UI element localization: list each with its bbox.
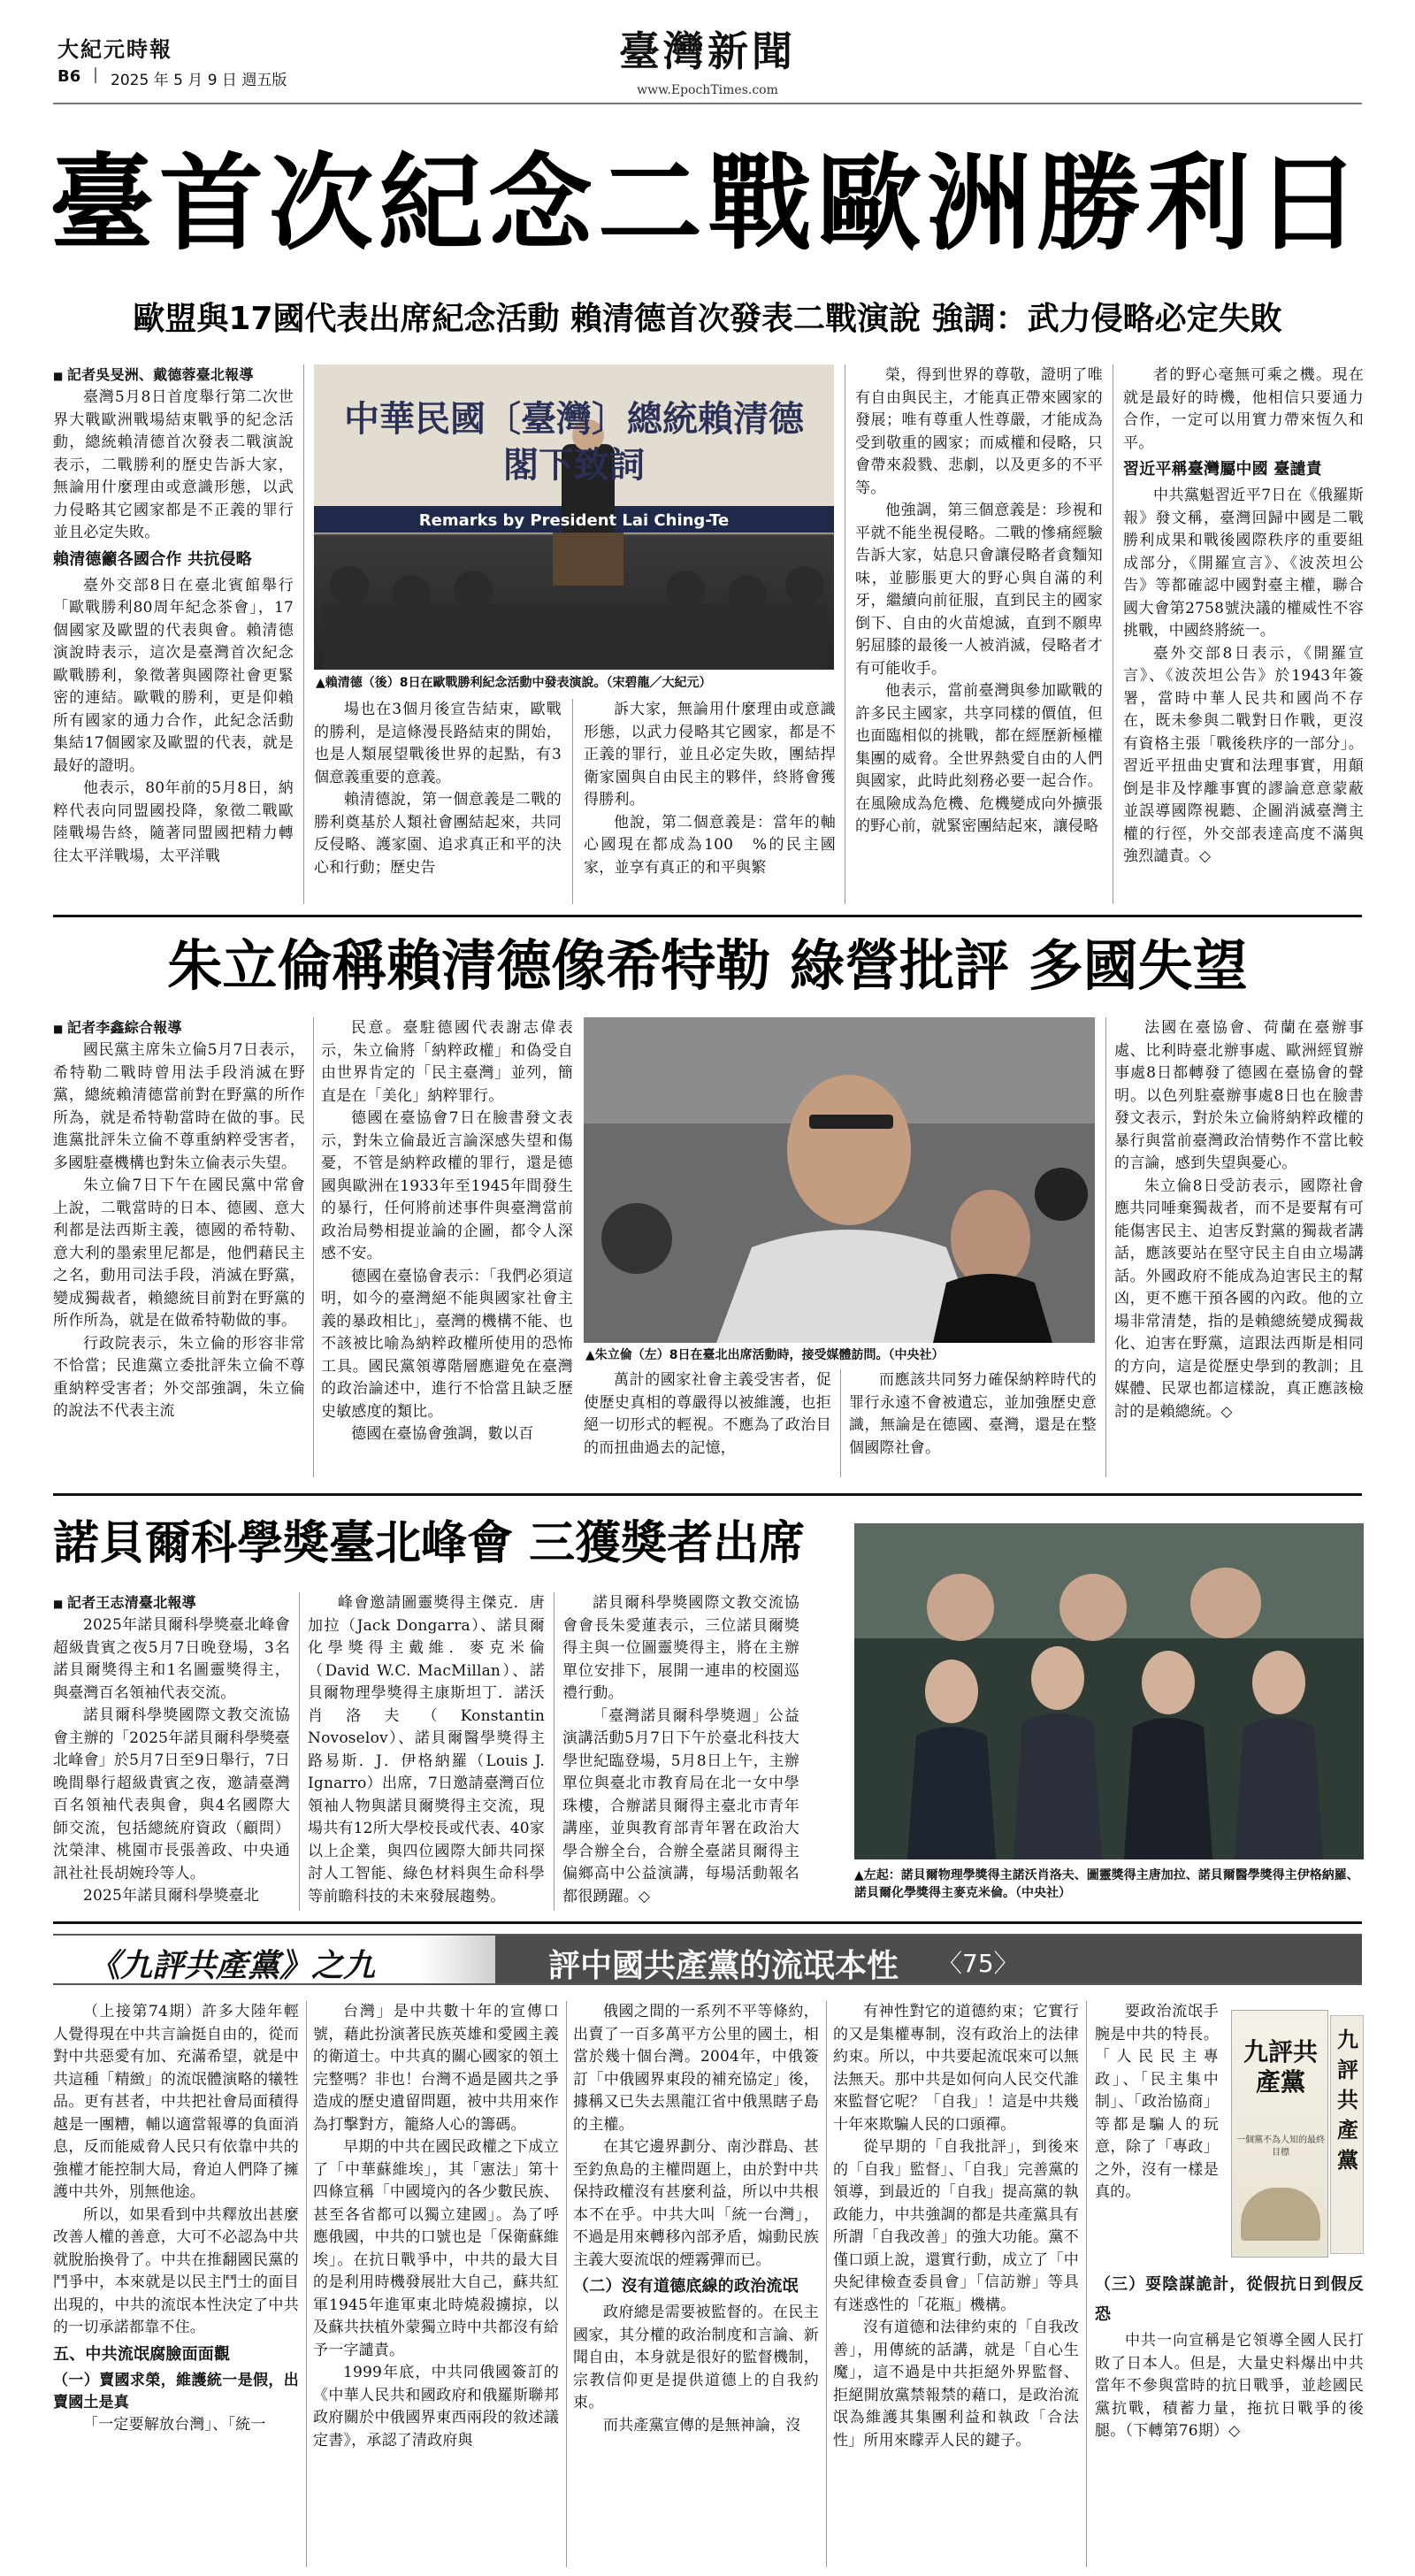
series-title: 評中國共產黨的流氓本性 (548, 1948, 899, 1984)
article1-col3: 訴大家，無論用什麼理由或意識形態，以武力侵略其它國家，都是不正義的罪行，並且必定失敗，團結捍衛家園與自由民主的夥伴，終將會獲得勝利。 他說，第二個意義是：當年的軸心國現在都成為100 %的民主國家，並享有真正的和平與繁 (584, 701, 836, 877)
article3-byline: ■ 記者王志清臺北報導 (53, 1592, 290, 1614)
photo-backdrop-english: Remarks by President Lai Ching-Te (418, 511, 730, 530)
book-front (1231, 2010, 1328, 2258)
article4-subhead1: 五、中共流氓腐臉面面觀 (53, 2344, 231, 2364)
book-subtitle: 一個黨不為人知的最終目標 (1236, 2135, 1325, 2158)
article3-col1: ■ 記者王志清臺北報導 2025年諾貝爾科學獎臺北峰會超級貴賓之夜5月7日晚登場，3名諾貝爾獎得主和1名圖靈獎得主，與臺灣百名領袖代表交流。 諾貝爾科學獎國際文教交流協會主辦的「2025年諾貝爾科學獎臺北峰會」於5月7日至9日舉行，7日晚間舉行超級貴賓之夜，邀請臺灣百名領袖代表與會，與4名國際大師交流，包括總統府資政（顧問）沈榮津、桃園市長張善政、中央通訊社社長胡婉玲等人。 2025年諾貝爾科學獎臺北 (53, 1592, 290, 1911)
divider-3 (53, 1921, 1362, 1924)
article1-col4: 榮，得到世界的尊敬，證明了唯有自由與民主，才能真正帶來國家的發展；唯有尊重人性尊嚴，才能成為受到敬重的國家；而威權和侵略，只會帶來殺戮、悲劇，以及更多的不平等。 他強調，第三個意義是：珍視和平就不能坐視侵略。二戰的慘痛經驗告訴大家，姑息只會讓侵略者貪麵知味，並膨脹更大的野心與自滿的利牙，繼續向前征服，直到民主的國家倒下、自由的火苗熄滅，直到不願卑躬屈膝的最後一人被消滅，侵略者才有可能收手。 他表示，當前臺灣與參加歐戰的許多民主國家，共享同樣的價值，但也面臨相似的挑戰，都在經歷新極權集團的威脅。全世界熱愛自由的人們與國家，此時此刻務必要一起合作。在風險成為危機、危機變成向外擴張的野心前，就緊密團結起來，讓侵略 (855, 366, 1103, 835)
article1-col1: ■ 記者吳旻洲、戴德蓉臺北報導 臺灣5月8日首度舉行第二次世界大戰歐洲戰場結束戰爭的紀念活動，總統賴清德首次發表二戰演說表示，二戰勝利的歷史告訴大家，無論用什麼理由或意識形態，以武力侵略其它國家都是不正義的罪行並且必定失敗。 賴清德籲各國合作 共抗侵略 臺外交部8日在臺北賓館舉行「歐戰勝利80周年紀念茶會」，17個國家及歐盟的代表與會。賴清德演說時表示，這次是臺灣首次紀念歐戰勝利，象徵著與國際社會更緊密的連結。歐戰的勝利，更是仰賴所有國家的通力合作，此紀念活動集結17個國家及歐盟的代表，就是最好的證明。 他表示，80年前的5月8日，納粹代表向同盟國投降，象徵二戰歐陸戰場告終，隨著同盟國把精力轉往太平洋戰場，太平洋戰 (53, 364, 294, 904)
article1-col5: 者的野心毫無可乘之機。現在就是最好的時機，他相信只要通力合作，一定可以用實力帶來恆久和平。 習近平稱臺灣屬中國 臺譴責 中共黨魁習近平7日在《俄羅斯報》發文稱，臺灣回歸中國是二戰勝利成果和戰後國際秩序的重要組成部分，《開羅宣言》、《波茨坦公告》等都確認中國對臺主權，聯合國大會第2758號決議的權威性不容挑戰，中國終將統一。 臺外交部8日表示，《開羅宣言》、《波茨坦公告》於1943年簽署，當時中華人民共和國尚不存在，既未參與二戰對日作戰，更沒有資格主張「戰後秩序的一部分」。習近平扭曲史實和法理事實，用顛倒是非及悖離事實的謬論意意蒙蔽並誤導國際視聽、企圖消滅臺灣主權的行徑，外交部表達高度不滿與強烈譴責。◇ (1123, 366, 1364, 865)
article2-col5: 法國在臺協會、荷蘭在臺辦事處、比利時臺北辦事處、歐洲經貿辦事處8日都轉發了德國在臺協會的聲明。以色列駐臺辦事處8日也在臉書發文表示，對於朱立倫將納粹政權的暴行與當前臺灣政治情勢作不當比較的言論，感到失望與憂心。 朱立倫8日受訪表示，國際社會應共同唾棄獨裁者，而不是要幫有可能傷害民主、迫害反對黨的獨裁者講話，應該要站在堅守民主自由立場講話。外國政府不能成為迫害民主的幫凶，更不應干預各國的內政。他的立場非常清楚，指的是賴總統變成獨裁化、迫害在野黨，這跟法西斯是相同的方向，這是從歷史學到的教訓；且媒體、民眾也都這樣說，真正應該檢討的是賴總統。◇ (1114, 1019, 1364, 1421)
article1-subhead1: 賴清德籲各國合作 共抗侵略 (53, 549, 252, 569)
series-number: 〈75〉 (937, 1949, 1019, 1978)
article2-headline: 朱立倫稱賴清德像希特勒 綠營批評 多國失望 (167, 933, 1248, 998)
article2-col1: ■ 記者李鑫綜合報導 國民黨主席朱立倫5月7日表示，希特勒二戰時曾用法手段消滅在野黨，總統賴清德當前對在野黨的所作所為，就是希特勒當時在做的事。民進黨批評朱立倫不尊重納粹受害者，多國駐臺機構也對朱立倫表示失望。 朱立倫7日下午在國民黨中常會上說，二戰當時的日本、德國、意大利都是法西斯主義，德國的希特勒、意大利的墨索里尼都是，他們藉民主之名，動用司法手段，消滅在野黨，變成獨裁者，賴總統目前對在野黨的所作所為，就是在做希特勒做的事。 行政院表示，朱立倫的形容非常不恰當；民進黨立委批評朱立倫不尊重納粹受害者；外交部強調，朱立倫的說法不代表主流 (53, 1017, 305, 1477)
article4-subhead2: （二）沒有道德底線的政治流氓 (573, 2277, 799, 2296)
article4-col5a: 要政治流氓手腕是中共的特長。「人民民主專政」、「民主集中制」、「政治協商」等都是騙人的玩意，除了「專政」之外，沒有一樣是真的。 (1095, 2003, 1219, 2201)
book-cover (1231, 2010, 1364, 2258)
article3-headline: 諾貝爾科學獎臺北峰會 三獲獎者出席 (53, 1517, 806, 1570)
book-spine (1330, 2015, 1364, 2254)
article2-byline: ■ 記者李鑫綜合報導 (53, 1017, 305, 1039)
nobel-laureates-photo (854, 1523, 1364, 1859)
article1-subheadline: 歐盟與17國代表出席紀念活動 賴清德首次發表二戰演說 強調：武力侵略必定失敗 (133, 301, 1282, 337)
article3-col3: 諾貝爾科學獎國際文教交流協會會長朱愛蓮表示，三位諾貝爾獎得主與一位圖靈獎得主，將在主辦單位安排下，展開一連串的校園巡禮行動。 「臺灣諾貝爾科學獎週」公益演講活動5月7日下午於臺北科技大學世紀臨登場，5月8日上午，主辦單位與臺北市教育局在北一女中學珠樓，合辦諾貝爾得主臺北市青年講座，並與教育部青年署在政治大學合辦全台，合辦全臺諾貝爾得主偏鄉高中公益演講，每場活動報名都很踴躍。◇ (562, 1594, 799, 1905)
masthead: 大紀元時報 B6 | 2025 年 5 月 9 日 週五版 臺灣新聞 www.EpochTimes.com (0, 0, 1415, 150)
article4-subhead1b: （一）賣國求榮，維護統一是假，出賣國土是真 (53, 2371, 299, 2411)
article4-col5b: （三）耍陰謀詭計，從假抗日到假反恐 中共一向宣稱是它領導全國人民打敗了日本人。但是，大量史料爆出中共當年不參與當時的抗日戰爭，並趁國民黨抗戰，積蓄力量，拖抗日戰爭的後腿。（下轉第76期）◇ (1095, 2270, 1364, 2567)
photo-backdrop-title: 中華民國〔臺灣〕總統賴清德閣下致詞 (344, 399, 804, 486)
article4-col3: 俄國之間的一系列不平等條約，出賣了一百多萬平方公里的國土，相當於幾十個台灣。2004年，中俄簽訂「中俄國界東段的補充協定」後，據稱又已失去黑龍江省中俄黑瞎子島的主權。 在其它邊界劃分、南沙群島、甚至釣魚島的主權問題上，由於對中共保持政權沒有甚麼利益，所以中共根本不在乎。中共大叫「統一台灣」，不過是用來轉移內部矛盾，煽動民族主義大耍流氓的煙霧彈而已。 （二）沒有道德底線的政治流氓 政府總是需要被監督的。在民主國家，其分權的政治制度和言論、新聞自由，本身就是很好的監督機制，宗教信仰更是提供道德上的自我約束。 而共產黨宣傳的是無神論，沒 (573, 2003, 819, 2434)
article2-col2: 民意。臺駐德國代表謝志偉表示，朱立倫將「納粹政權」和偽受自由世界肯定的「民主臺灣」並列，簡直是在「美化」納粹罪行。 德國在臺協會7日在臉書發文表示，對朱立倫最近言論深感失望和傷憂，不管是納粹政權的罪行，還是德國與歐洲在1933年至1945年間發生的暴行，任何將前述事件與臺灣當前政治局勢相提並論的企圖，都令人深感不安。 德國在臺協會表示：「我們必須這明，如今的臺灣絕不能與國家社會主義的暴政相比」，臺灣的機構不能、也不該被比喻為納粹政權所使用的恐怖工具。國民黨領導階層應避免在臺灣的政治論述中，進行不恰當且缺乏歷史敏感度的類比。 德國在臺協會強調，數以百 (321, 1019, 573, 1443)
article4-col1: （上接第74期）許多大陸年輕人覺得現在中共言論挺自由的，從而對中共惡愛有加、充滿希望，就是中共這種「精緻」的流氓體演略的犧牲品。更有甚者，中共把社會局面積得越是一團糟，輔以適當報導的負面消息，反而能威脅人民只有依靠中共的強權才能控制大局，脅迫人們降了擁護中共外，別無他途。 所以，如果看到中共釋放出甚麼改善人權的善意，大可不必認為中共就脫胎換骨了。中共在推翻國民黨的鬥爭中，本來就是以民主鬥士的面目出現的，中共的流氓本性決定了中共的一切承諾都靠不住。 五、中共流氓腐臉面面觀 （一）賣國求榮，維護統一是假，出賣國土是真 「一定要解放台灣」、「統一 (53, 2003, 299, 2434)
divider-2 (53, 1493, 1362, 1496)
masthead-rule (53, 103, 1362, 104)
paper-name: 大紀元時報 (57, 36, 172, 62)
article1-byline: ■ 記者吳旻洲、戴德蓉臺北報導 (53, 364, 294, 387)
president-lai-photo (314, 364, 834, 670)
article2-photo-caption: ▲朱立倫（左）8日在臺北出席活動時，接受媒體訪問。（中央社） (585, 1348, 945, 1362)
book-title: 九評共產黨 (1243, 2037, 1318, 2097)
article3-col2: 峰會邀請圖靈獎得主傑克．唐加拉（Jack Dongarra）、諾貝爾化學獎得主戴維．麥克米倫（David W.C. MacMillan）、諾貝爾物理學獎得主康斯坦丁．諾沃肖洛夫（Konstantin Novoselov）、諾貝爾醫學獎得主路易斯．J．伊格納羅（Louis J. Ignarro）出席，7日邀請臺灣百位領袖人物與諾貝爾獎得主交流，現場共有12所大學校長或代表、40家以上企業，與四位國際大師共同探討人工智能、綠色材料與生命科學等前瞻科技的未來發展趨勢。 (308, 1594, 545, 1905)
photo-illustration (854, 1523, 1364, 1859)
article4-col2: 台灣」是中共數十年的宣傳口號，藉此扮演著民族英雄和愛國主義的衛道士。中共真的關心國家的領土完整嗎？非也！台灣不過是國共之爭造成的歷史遺留問題，被中共用來作為打擊對方，籠絡人心的籌碼。 早期的中共在國民政權之下成立了「中華蘇維埃」，其「憲法」第十四條宣稱「中國境內的各少數民族、甚至各省都可以獨立建國」。為了呼應俄國，中共的口號也是「保衛蘇維埃」。在抗日戰爭中，中共的最大目的是利用時機發展壯大自己，蘇共紅軍1945年進軍東北時燒殺擄掠，以及蘇共扶植外蒙獨立時中共都沒有給予一字譴責。 1999年底，中共同俄國簽訂的《中華人民共和國政府和俄羅斯聯邦政府關於中俄國界東西兩段的敘述議定書》，承認了清政府與 (313, 2003, 559, 2450)
page-number: B6 (57, 67, 81, 86)
series-banner (53, 1934, 1362, 1985)
article1-headline: 臺首次紀念二戰歐洲勝利日 (49, 142, 1365, 264)
book-spine-title: 九評共產黨 (1337, 2027, 1358, 2173)
chu-li-luan-photo (584, 1017, 1095, 1343)
article1-subhead2: 習近平稱臺灣屬中國 臺譴責 (1123, 460, 1322, 479)
photo-illustration (584, 1017, 1095, 1343)
article1-photo-caption: ▲賴清德（後）8日在歐戰勝利紀念活動中發表演說。（宋碧龍／大紀元） (316, 676, 712, 690)
article2-col4: 而應該共同努力確保納粹時代的罪行永遠不會被遺忘，並加強歷史意識，無論是在德國、臺灣，還是在整個國際社會。 (849, 1371, 1097, 1457)
article4-col4: 有神性對它的道德約束；它實行的又是集權專制，沒有政治上的法律約束。所以，中共要起流氓來可以無法無天。那中共是如何向人民交代誰來監督它呢？「自我」！這是中共幾十年來欺騙人民的口頭禪。 從早期的「自我批評」，到後來的「自我」監督」、「自我」完善黨的領導，到最近的「自我」提高黨的執政能力，中共強調的都是共產黨具有所謂「自我改善」的強大功能。黨不僅口頭上說，還實行動，成立了「中央紀律檢查委員會」「信訪辦」等具有迷惑性的「花瓶」機構。 沒有道德和法律約束的「自我改善」，用傳統的話講，就是「自心生魔」，這不過是中共拒絕外界監督、拒絕開放黨禁報禁的藉口，是政治流氓為維護其集團利益和執政「合法性」所用來矇弄人民的鍵子。 (833, 2003, 1079, 2450)
section-title: 臺灣新聞 (619, 27, 796, 75)
article4-subhead3: （三）耍陰謀詭計，從假抗日到假反恐 (1095, 2275, 1364, 2324)
website: www.EpochTimes.com (637, 83, 778, 97)
issue-date: 2025 年 5 月 9 日 週五版 (111, 72, 287, 89)
series-name: 《九評共產黨》之九 (88, 1947, 376, 1984)
article3-photo-caption: ▲左起：諾貝爾物理學獎得主諾沃肖洛夫、圖靈獎得主唐加拉、諾貝爾醫學獎得主伊格納羅、諾貝爾化學獎得主麥克米倫。（中央社） (854, 1868, 1359, 1900)
article2-col3: 萬計的國家社會主義受害者，促使歷史真相的尊嚴得以被維護，也拒絕一切形式的輕視。不應為了政治目的而扭曲過去的記憶， (584, 1371, 831, 1457)
article1-col2: 場也在3個月後宣告結束，歐戰的勝利，是這條漫長路結束的開始，也是人類展望戰後世界的起點，有3個意義重要的意義。 賴清德說，第一個意義是二戰的勝利奠基於人類社會團結起來，共同反侵略、護家園、追求真正和平的決心和行動；歷史告 (314, 701, 562, 877)
divider-1 (53, 915, 1362, 917)
